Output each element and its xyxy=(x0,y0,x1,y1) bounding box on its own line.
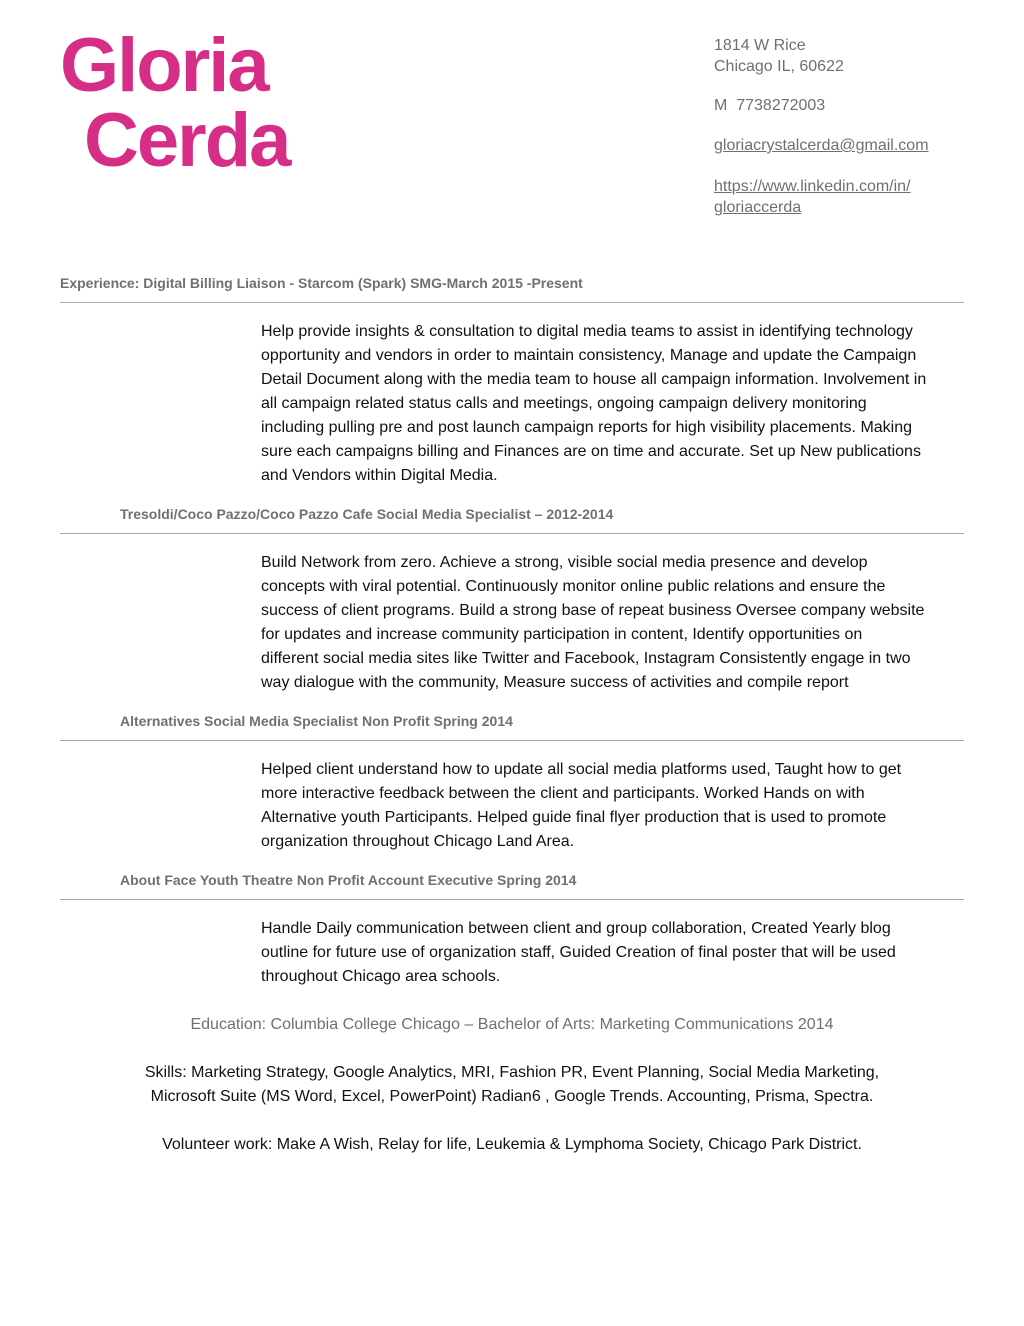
job-description-about-face xyxy=(261,917,967,989)
skills-line-1: Skills: Marketing Strategy, Google Analytics, MRI, Fashion PR, Event Planning, Social Media Marketing, xyxy=(144,1064,880,1081)
name-first: Gloria xyxy=(60,23,268,108)
text-line: and Vendors within Digital Media. xyxy=(261,467,498,484)
volunteer-line: Volunteer work: Make A Wish, Relay for life, Leukemia & Lymphoma Society, Chicago Park District. xyxy=(162,1136,862,1153)
text-line: different social media sites like Twitter and Facebook, Instagram Consistently engage in two xyxy=(261,650,911,667)
contact-mobile: M 7738272003 xyxy=(714,97,826,114)
job-heading-starcom: Experience: Digital Billing Liaison - Starcom (Spark) SMG-March 2015 -Present xyxy=(60,275,583,291)
skills-line-2: Microsoft Suite (MS Word, Excel, PowerPoint) Radian6 , Google Trends. Accounting, Prisma, Spectra. xyxy=(150,1088,874,1105)
text-line: more interactive feedback between the client and participants. Worked Hands on with xyxy=(261,785,865,802)
contact-linkedin-link-line1[interactable]: https://www.linkedin.com/in/ xyxy=(714,178,911,195)
text-line: Help provide insights & consultation to digital media teams to assist in identifying technology xyxy=(261,323,913,340)
text-line: concepts with viral potential. Continuously monitor online public relations and ensure the xyxy=(261,578,886,595)
text-line: Detail Document along with the media team to house all campaign information. Involvement in xyxy=(261,371,927,388)
text-line: opportunity and vendors in order to maintain consistency, Manage and update the Campaign xyxy=(261,347,917,364)
text-line: success of client programs. Build a strong base of repeat business Oversee company website xyxy=(261,602,925,619)
job-description-starcom xyxy=(261,320,967,488)
contact-street: 1814 W Rice xyxy=(714,37,806,54)
text-line: organization throughout Chicago Land Area. xyxy=(261,833,575,850)
contact-email-link[interactable]: gloriacrystalcerda@gmail.com xyxy=(714,137,929,154)
job-heading-alternatives: Alternatives Social Media Specialist Non Profit Spring 2014 xyxy=(120,713,513,729)
text-line: way dialogue with the community, Measure success of activities and compile report xyxy=(261,674,849,691)
text-line: for updates and increase community participation in content, Identify opportunities on xyxy=(261,626,863,643)
education-line: Education: Columbia College Chicago – Bachelor of Arts: Marketing Communications 2014 xyxy=(190,1016,834,1033)
job-description-alternatives xyxy=(261,758,967,854)
section-divider xyxy=(60,302,964,303)
contact-city: Chicago IL, 60622 xyxy=(714,58,844,75)
text-line: sure each campaigns billing and Finances are on time and accurate. Set up New publications xyxy=(261,443,921,460)
text-line: Build Network from zero. Achieve a strong, visible social media presence and develop xyxy=(261,554,868,571)
text-line: all campaign related status calls and meetings, ongoing campaign delivery monitoring xyxy=(261,395,867,412)
text-line: throughout Chicago area schools. xyxy=(261,968,501,985)
contact-linkedin-link-line2[interactable]: gloriaccerda xyxy=(714,199,802,216)
job-heading-about-face: About Face Youth Theatre Non Profit Account Executive Spring 2014 xyxy=(120,872,577,888)
section-divider xyxy=(60,533,964,534)
text-line: Handle Daily communication between client and group collaboration, Created Yearly blog xyxy=(261,920,891,937)
section-divider xyxy=(60,899,964,900)
job-heading-tresoldi: Tresoldi/Coco Pazzo/Coco Pazzo Cafe Social Media Specialist – 2012-2014 xyxy=(120,506,614,522)
text-line: including pulling pre and post launch campaign reports for high visibility placements. Making xyxy=(261,419,913,436)
section-divider xyxy=(60,740,964,741)
text-line: Alternative youth Participants. Helped guide final flyer production that is used to promote xyxy=(261,809,887,826)
name-last: Cerda xyxy=(84,98,290,183)
job-description-tresoldi xyxy=(261,551,967,695)
text-line: Helped client understand how to update all social media platforms used, Taught how to get xyxy=(261,761,902,778)
text-line: outline for future use of organization staff, Guided Creation of final poster that will be used xyxy=(261,944,896,961)
